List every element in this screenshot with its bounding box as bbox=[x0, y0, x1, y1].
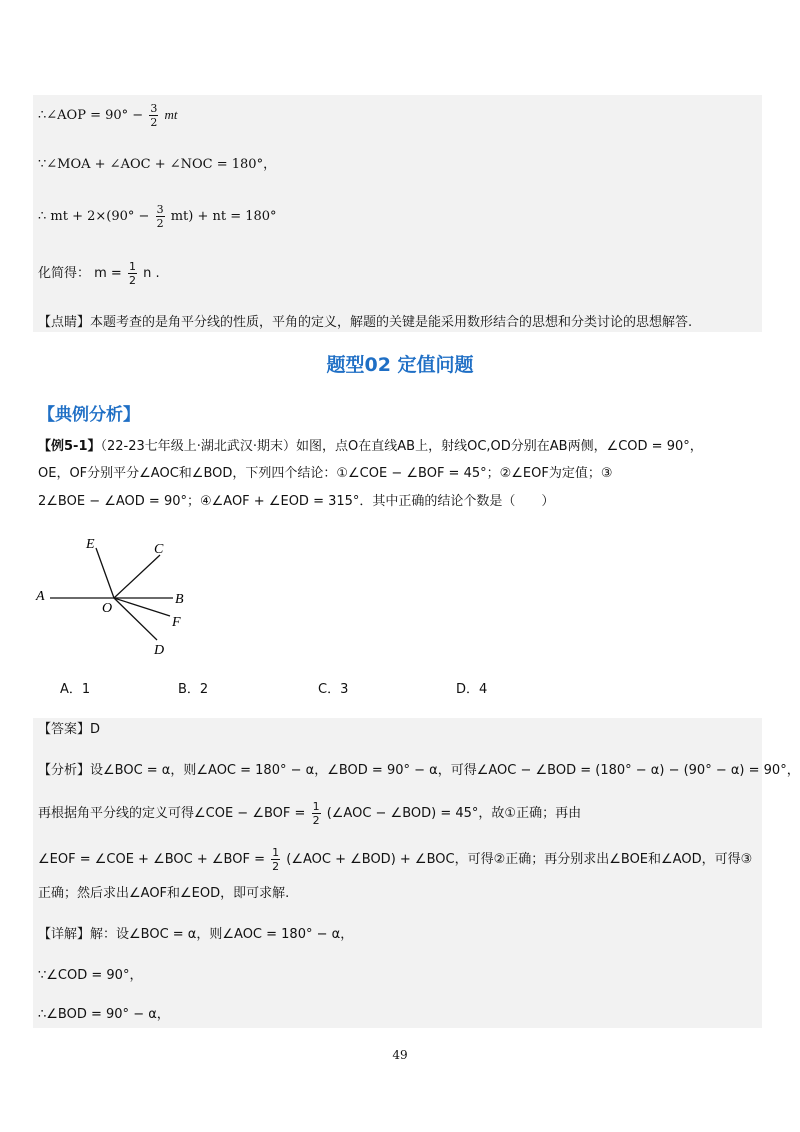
detail-line-2: ∵∠COD = 90°， bbox=[38, 968, 143, 983]
analysis-line-2 bbox=[38, 800, 581, 827]
fraction-three-halves bbox=[149, 102, 158, 129]
detail-line-3: ∴∠BOD = 90° − α， bbox=[38, 1007, 170, 1022]
label-o: O bbox=[102, 601, 113, 616]
equation-substitution bbox=[38, 203, 277, 230]
example-line-2: OE，OF分别平分∠AOC和∠BOD，下列四个结论：①∠COE − ∠BOF = 45°；②∠EOF为定值；③ bbox=[38, 466, 613, 481]
detail-line-1: 【详解】解：设∠BOC = α，则∠AOC = 180° − α， bbox=[38, 927, 354, 942]
label-d: D bbox=[154, 643, 165, 658]
analysis-line-4: 正确；然后求出∠AOF和∠EOD，即可求解. bbox=[38, 886, 290, 901]
fraction-denominator: 2 bbox=[272, 860, 280, 873]
label-c: C bbox=[154, 542, 164, 557]
equation-aop-right: mt bbox=[164, 107, 178, 122]
example-line-3: 2∠BOE − ∠AOD = 90°；④∠AOF + ∠EOD = 315°．其中正确的结论个数是（ ） bbox=[38, 494, 555, 509]
fraction-numerator: 3 bbox=[156, 203, 164, 216]
fraction-numerator: 1 bbox=[272, 846, 280, 859]
fraction-numerator: 1 bbox=[128, 260, 136, 273]
example-line-1-text: （22-23七年级上·湖北武汉·期末）如图，点O在直线AB上，射线OC,OD分别在AB两侧，∠COD = 90°， bbox=[100, 439, 703, 454]
ray-oe bbox=[96, 548, 114, 598]
equation-simplified bbox=[38, 260, 160, 287]
label-f: F bbox=[172, 615, 181, 630]
label-a: A bbox=[36, 589, 45, 604]
option-b: B．2 bbox=[178, 682, 209, 697]
page-number: 49 bbox=[392, 1048, 408, 1062]
analysis-line-2-right: (∠AOC − ∠BOD) = 45°，故①正确；再由 bbox=[326, 806, 582, 821]
label-e: E bbox=[86, 537, 95, 552]
analysis-line-3-left: ∠EOF = ∠COE + ∠BOC + ∠BOF = bbox=[38, 852, 265, 867]
analysis-line-3-right: (∠AOC + ∠BOD) + ∠BOC，可得②正确；再分别求出∠BOE和∠AOD，可得③ bbox=[286, 852, 753, 867]
example-tag: 【例5-1】 bbox=[38, 439, 101, 454]
analysis-line-2-left: 再根据角平分线的定义可得∠COE − ∠BOF = bbox=[38, 806, 306, 821]
fraction-numerator: 1 bbox=[312, 800, 320, 813]
fraction-denominator: 2 bbox=[156, 217, 164, 230]
dianjing-note: 【点睛】本题考查的是角平分线的性质，平角的定义，解题的关键是能采用数形结合的思想和分类讨论的思想解答. bbox=[38, 315, 693, 330]
fraction-denominator: 2 bbox=[150, 116, 158, 129]
fraction-denominator: 2 bbox=[312, 814, 320, 827]
fraction-one-half bbox=[128, 260, 137, 287]
fraction-one-half bbox=[271, 846, 280, 873]
equation-substitution-right: mt) + nt = 180° bbox=[170, 209, 277, 224]
section-title: 题型02 定值问题 bbox=[326, 354, 474, 376]
option-c: C．3 bbox=[318, 682, 349, 697]
fraction-three-halves bbox=[156, 203, 165, 230]
option-d: D．4 bbox=[456, 682, 488, 697]
equation-simplified-right: n . bbox=[143, 266, 160, 281]
equation-aop-left: ∴∠AOP = 90° − bbox=[38, 108, 144, 123]
analysis-line-3 bbox=[38, 846, 752, 873]
equation-simplified-left: 化简得： m = bbox=[38, 266, 122, 281]
ray-oc bbox=[114, 555, 160, 598]
label-b: B bbox=[175, 592, 184, 607]
fraction-one-half bbox=[312, 800, 321, 827]
example-line-1 bbox=[38, 437, 703, 457]
equation-angle-sum: ∵∠MOA + ∠AOC + ∠NOC = 180°， bbox=[38, 157, 277, 172]
answer-line: 【答案】D bbox=[38, 722, 101, 737]
equation-substitution-left: ∴ mt + 2×(90° − bbox=[38, 209, 150, 224]
option-a: A．1 bbox=[60, 682, 91, 697]
analysis-line-1: 【分析】设∠BOC = α，则∠AOC = 180° − α，∠BOD = 90° − α，可得∠AOC − ∠BOD = (180° − α) − (90° − α) = 90°， bbox=[38, 763, 800, 778]
fraction-numerator: 3 bbox=[150, 102, 158, 115]
fraction-denominator: 2 bbox=[128, 274, 136, 287]
geometry-figure bbox=[30, 528, 220, 663]
typical-example-heading: 【典例分析】 bbox=[38, 405, 140, 425]
equation-aop bbox=[38, 102, 177, 129]
